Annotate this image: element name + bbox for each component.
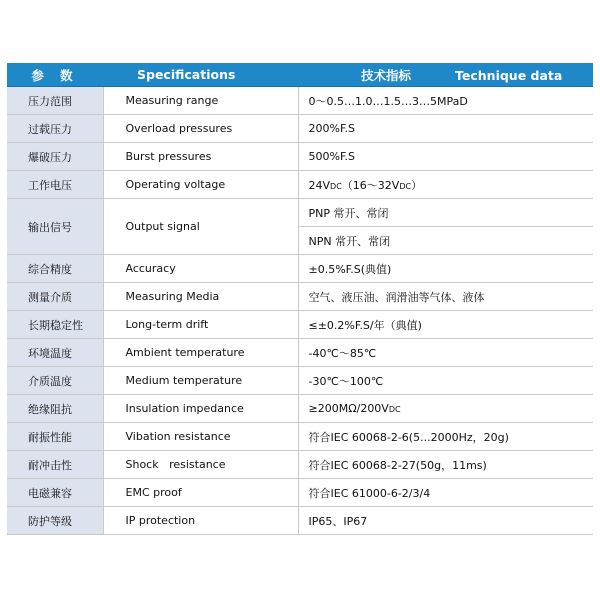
param-cell: 防护等级 — [7, 507, 103, 535]
param-cell: 电磁兼容 — [7, 479, 103, 507]
spec-cell: Measuring range — [103, 87, 298, 115]
dc-subscript: DC — [399, 181, 412, 191]
table-row — [7, 115, 593, 143]
header-tech-cn: 技术指标 — [361, 67, 412, 83]
header-tech — [298, 63, 593, 87]
table-row — [7, 395, 593, 423]
value-cell: 符合IEC 60068-2-6(5...2000Hz，20g) — [298, 423, 593, 451]
voltage-range: （16～32V — [341, 178, 400, 192]
spec-cell: Insulation impedance — [103, 395, 298, 423]
header-tech-en: Technique data — [455, 67, 563, 83]
spec-cell: Medium temperature — [103, 367, 298, 395]
value-cell: 0～0.5…1.0…1.5…3…5MPaD — [298, 87, 593, 115]
param-cell: 工作电压 — [7, 171, 103, 199]
param-cell: 耐振性能 — [7, 423, 103, 451]
table-row — [7, 171, 593, 199]
spec-cell: Accuracy — [103, 255, 298, 283]
dc-subscript: DC — [330, 181, 342, 191]
table-header-row — [7, 63, 593, 87]
spec-cell: EMC proof — [103, 479, 298, 507]
value-cell: -40℃～85℃ — [298, 339, 593, 367]
table-row — [7, 283, 593, 311]
spec-cell: Output signal — [103, 199, 298, 255]
impedance-value: ≥200MΩ/200V — [308, 402, 389, 415]
specification-table — [7, 63, 593, 535]
voltage-range-close: ） — [411, 178, 423, 192]
param-cell: 长期稳定性 — [7, 311, 103, 339]
value-cell: 500%F.S — [298, 143, 593, 171]
table-row — [7, 479, 593, 507]
spec-cell: Ambient temperature — [103, 339, 298, 367]
param-cell: 过载压力 — [7, 115, 103, 143]
spec-cell: Vibation resistance — [103, 423, 298, 451]
table-row — [7, 255, 593, 283]
value-cell — [298, 171, 593, 199]
dc-subscript: DC — [388, 405, 401, 414]
param-cell: 环境温度 — [7, 339, 103, 367]
table-row — [7, 507, 593, 535]
value-cell — [298, 395, 593, 423]
voltage-value: 24V — [308, 178, 331, 192]
value-cell: 符合IEC 60068-2-27(50g，11ms) — [298, 451, 593, 479]
param-cell: 耐冲击性 — [7, 451, 103, 479]
param-cell: 压力范围 — [7, 87, 103, 115]
table-row — [7, 311, 593, 339]
table-row — [7, 423, 593, 451]
value-cell: 符合IEC 61000-6-2/3/4 — [298, 479, 593, 507]
spec-cell: Long-term drift — [103, 311, 298, 339]
table-row — [7, 339, 593, 367]
value-cell: PNP 常开、常闭 — [298, 199, 593, 227]
spec-cell: IP protection — [103, 507, 298, 535]
param-cell: 绝缘阻抗 — [7, 395, 103, 423]
table-row — [7, 199, 593, 227]
param-cell: 测量介质 — [7, 283, 103, 311]
value-cell: ±0.5%F.S(典值) — [298, 255, 593, 283]
table-row — [7, 367, 593, 395]
value-cell: 200%F.S — [298, 115, 593, 143]
param-cell: 介质温度 — [7, 367, 103, 395]
value-cell: IP65、IP67 — [298, 507, 593, 535]
value-cell: ≤±0.2%F.S/年（典值) — [298, 311, 593, 339]
spec-cell: Measuring Media — [103, 283, 298, 311]
table-row — [7, 451, 593, 479]
spec-cell: Shock resistance — [103, 451, 298, 479]
value-cell: -30℃～100℃ — [298, 367, 593, 395]
param-cell: 输出信号 — [7, 199, 103, 255]
value-cell: NPN 常开、常闭 — [298, 227, 593, 255]
spec-cell: Operating voltage — [103, 171, 298, 199]
value-cell: 空气、液压油、润滑油等气体、液体 — [298, 283, 593, 311]
spec-cell: Burst pressures — [103, 143, 298, 171]
param-cell: 综合精度 — [7, 255, 103, 283]
header-param: 参 数 — [7, 63, 103, 87]
param-cell: 爆破压力 — [7, 143, 103, 171]
table-row — [7, 143, 593, 171]
table-row — [7, 87, 593, 115]
header-spec: Specifications — [103, 63, 298, 87]
spec-cell: Overload pressures — [103, 115, 298, 143]
